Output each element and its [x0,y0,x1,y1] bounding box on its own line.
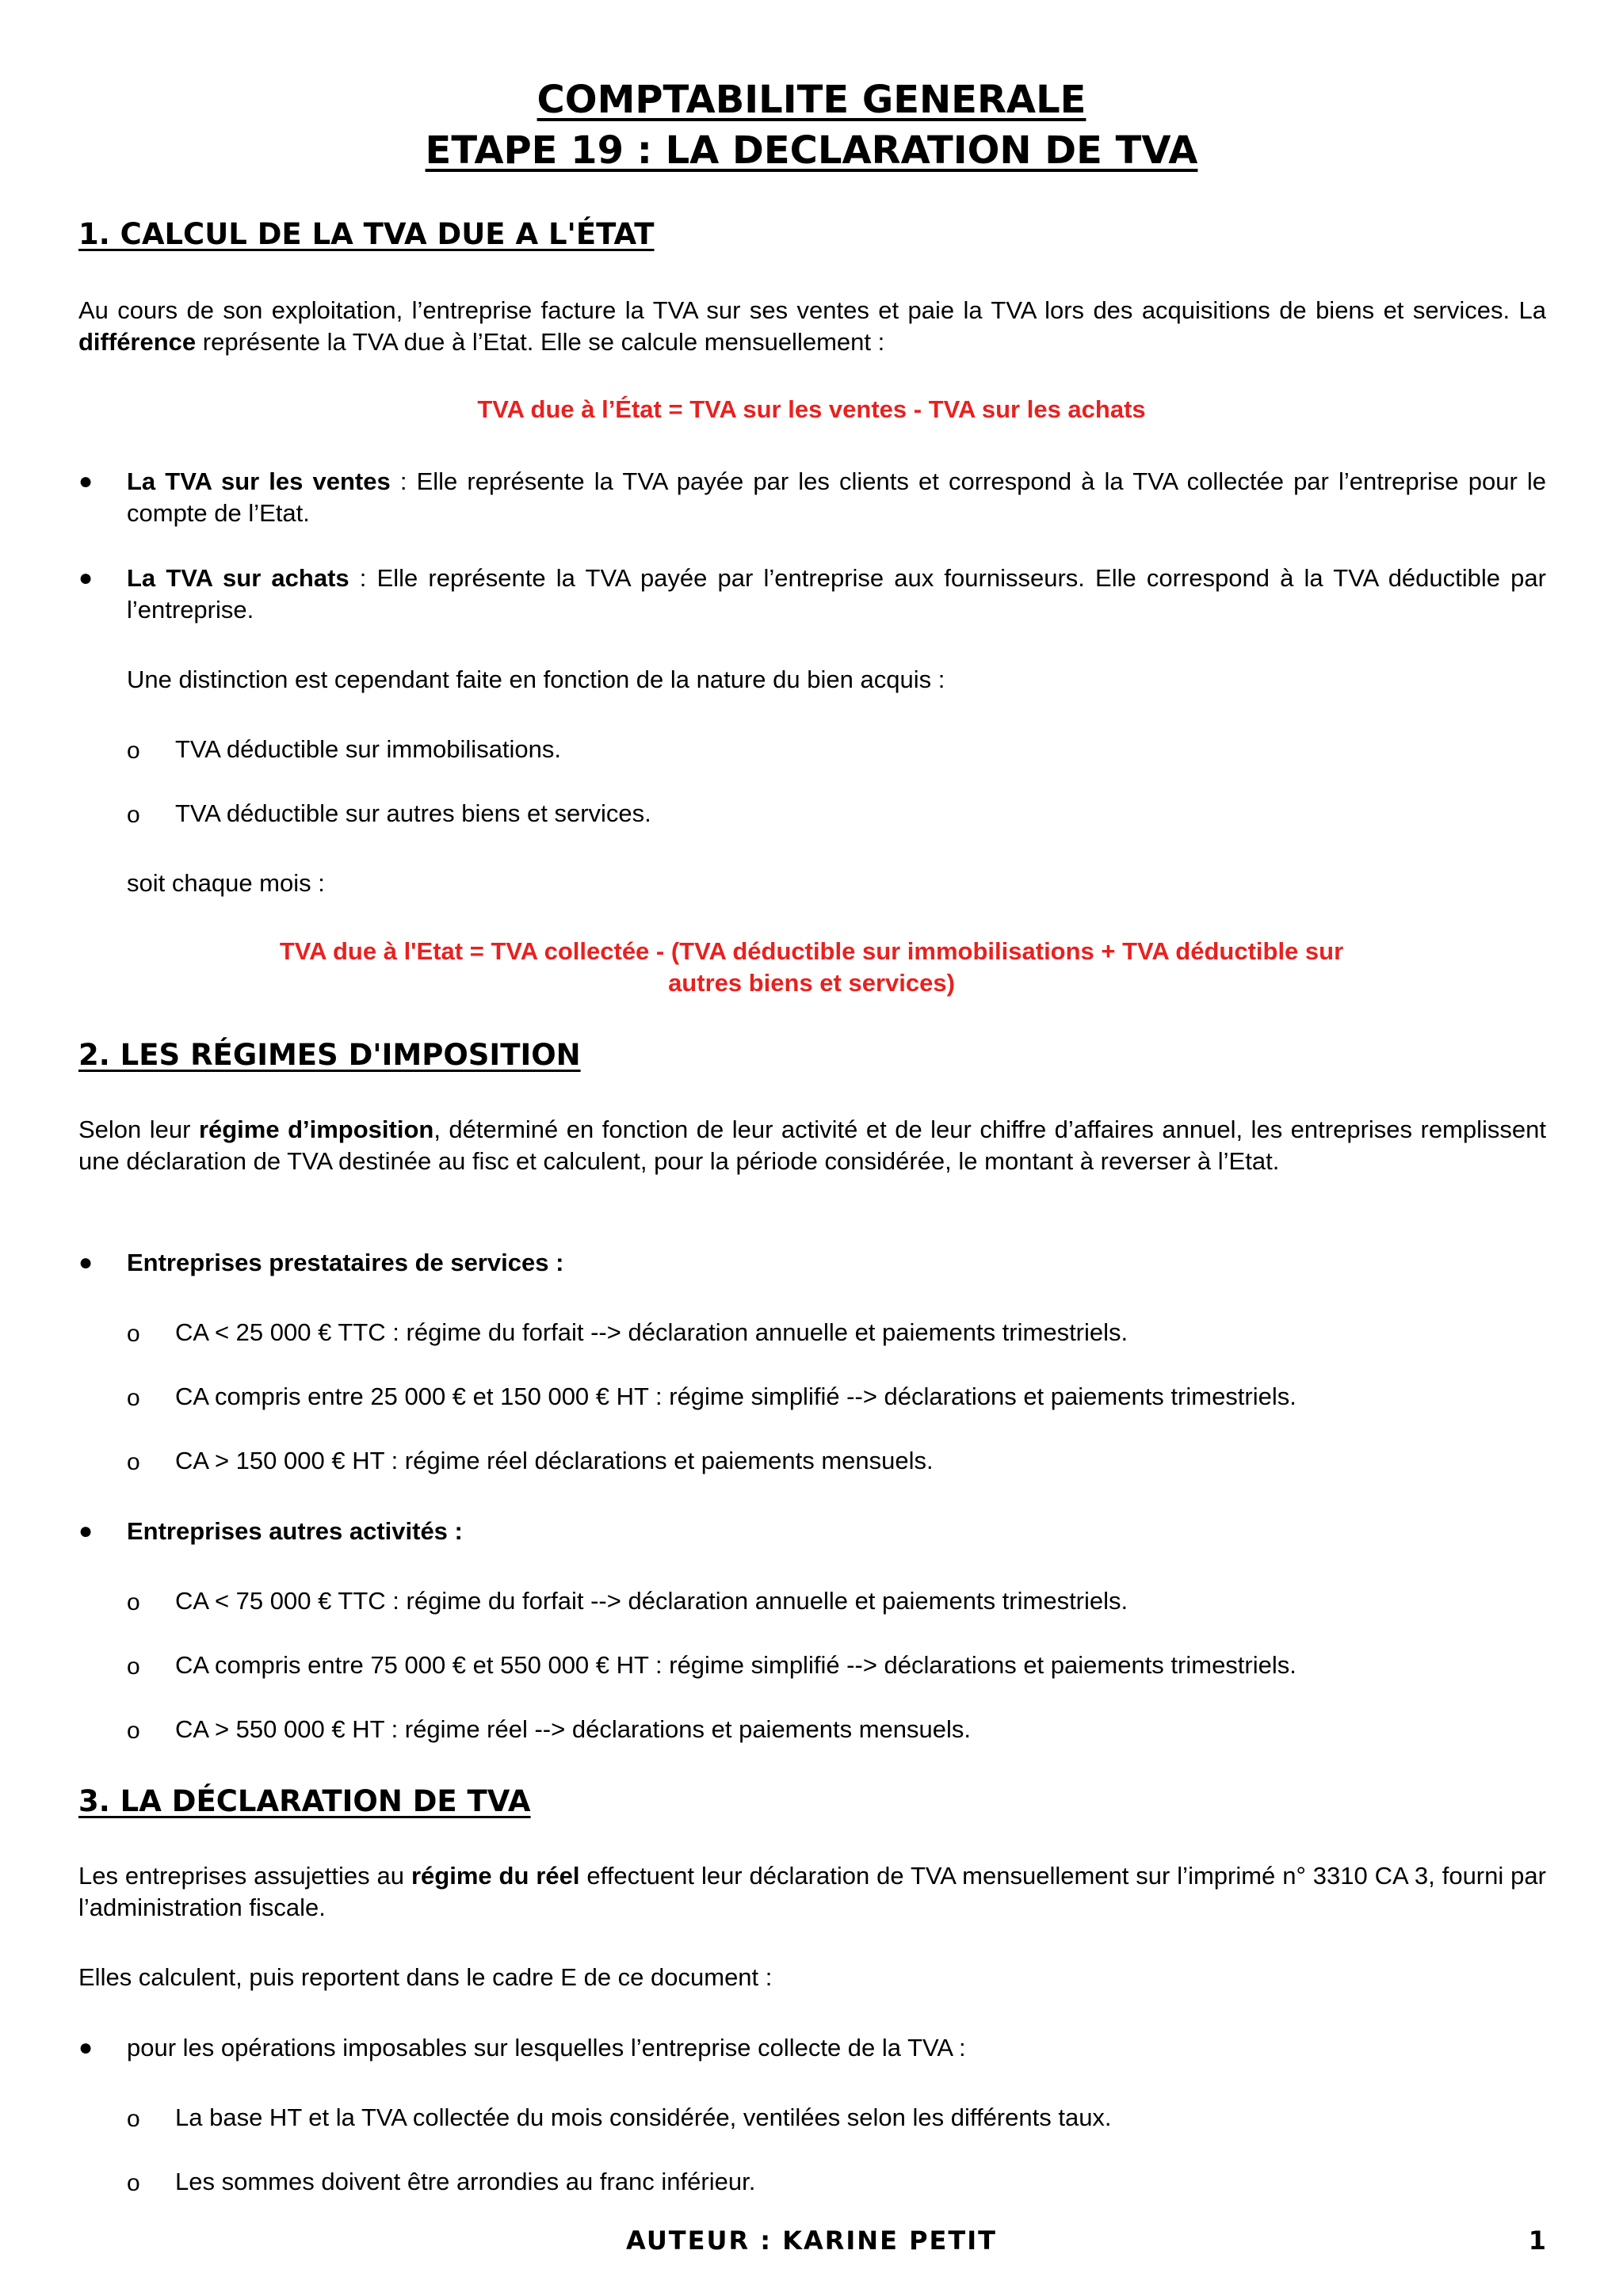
group-autres-activites: ● Entreprises autres activités : [78,1516,1546,1547]
report-text: Elles calculent, puis reportent dans le cadre E de ce document : [78,1963,773,1991]
sub-item: o Les sommes doivent être arrondies au franc inférieur. [127,2168,756,2196]
section2-heading: 2. LES RÉGIMES D'IMPOSITION [78,1038,581,1072]
formula-monthly-line1: TVA due à l'Etat = TVA collectée - (TVA déductible sur immobilisations + TVA déductible sur [279,937,1344,965]
sub-item: o CA > 550 000 € HT : régime réel --> déclarations et paiements mensuels. [127,1715,972,1744]
section1-heading: 1. CALCUL DE LA TVA DUE A L'ÉTAT [78,217,655,251]
formula-monthly-line2: autres biens et services) [668,969,955,997]
page-number: 1 [1528,2225,1546,2256]
document-title-line2: ETAPE 19 : LA DECLARATION DE TVA [425,128,1198,173]
formula-tva-due: TVA due à l’État = TVA sur les ventes - TVA sur les achats [477,395,1146,423]
sub-item: o CA > 150 000 € HT : régime réel déclarations et paiements mensuels. [127,1447,934,1475]
sub-item: o CA < 75 000 € TTC : régime du forfait --> déclaration annuelle et paiements trimestriels. [127,1587,1128,1615]
bullet-tva-achats: ● La TVA sur achats : Elle représente la TVA payée par l’entreprise aux fournisseurs. Elle correspond à la TVA déductible par l’entreprise. [78,564,1546,624]
section1-intro: Au cours de son exploitation, l’entreprise facture la TVA sur ses ventes et paie la TVA lors des acquisitions de biens et services. La différence représente la TVA due à l’Etat. Elle se calcule mensuellement : [78,296,1546,356]
group-prestataires: ● Entreprises prestataires de services : [78,1247,1546,1279]
distinction-text: Une distinction est cependant faite en fonction de la nature du bien acquis : [127,666,945,693]
sub-item: o TVA déductible sur immobilisations. [127,735,562,764]
document-title-line1: COMPTABILITE GENERALE [537,78,1086,122]
sub-item: o TVA déductible sur autres biens et services. [127,799,651,828]
sub-item: o CA compris entre 75 000 € et 550 000 € HT : régime simplifié --> déclarations et paiements trimestriels. [127,1651,1296,1680]
sub-item: o CA < 25 000 € TTC : régime du forfait --> déclaration annuelle et paiements trimestriels. [127,1318,1128,1347]
bullet-dot: ● [78,1249,94,1276]
sub-item: o CA compris entre 25 000 € et 150 000 € HT : régime simplifié --> déclarations et paiements trimestriels. [127,1383,1296,1411]
bullet-dot: ● [78,565,94,591]
bullet-operations-imposables: ● pour les opérations imposables sur lesquelles l’entreprise collecte de la TVA : [78,2032,1546,2064]
bullet-dot: ● [78,2035,94,2061]
bullet-dot: ● [78,1518,94,1544]
section2-intro: Selon leur régime d’imposition, déterminé en fonction de leur activité et de leur chiffre d’affaires annuel, les entreprises remplissent une déclaration de TVA destinée au fisc et calculent, pour la période considérée, le montant à reverser à l’Etat. [78,1116,1546,1175]
bullet-dot: ● [78,468,94,494]
sub-item: o La base HT et la TVA collectée du mois considérée, ventilées selon les différents taux. [127,2103,1112,2132]
section3-intro: Les entreprises assujetties au régime du réel effectuent leur déclaration de TVA mensuellement sur l’imprimé n° 3310 CA 3, fourni par l’administration fiscale. [78,1862,1546,1921]
section3-heading: 3. LA DÉCLARATION DE TVA [78,1784,531,1818]
monthly-text: soit chaque mois : [127,869,325,897]
footer-author: AUTEUR : KARINE PETIT [626,2225,997,2256]
bullet-tva-ventes: ● La TVA sur les ventes : Elle représente la TVA payée par les clients et correspond à la TVA collectée par l’entreprise pour le compte de l’Etat. [78,467,1547,527]
